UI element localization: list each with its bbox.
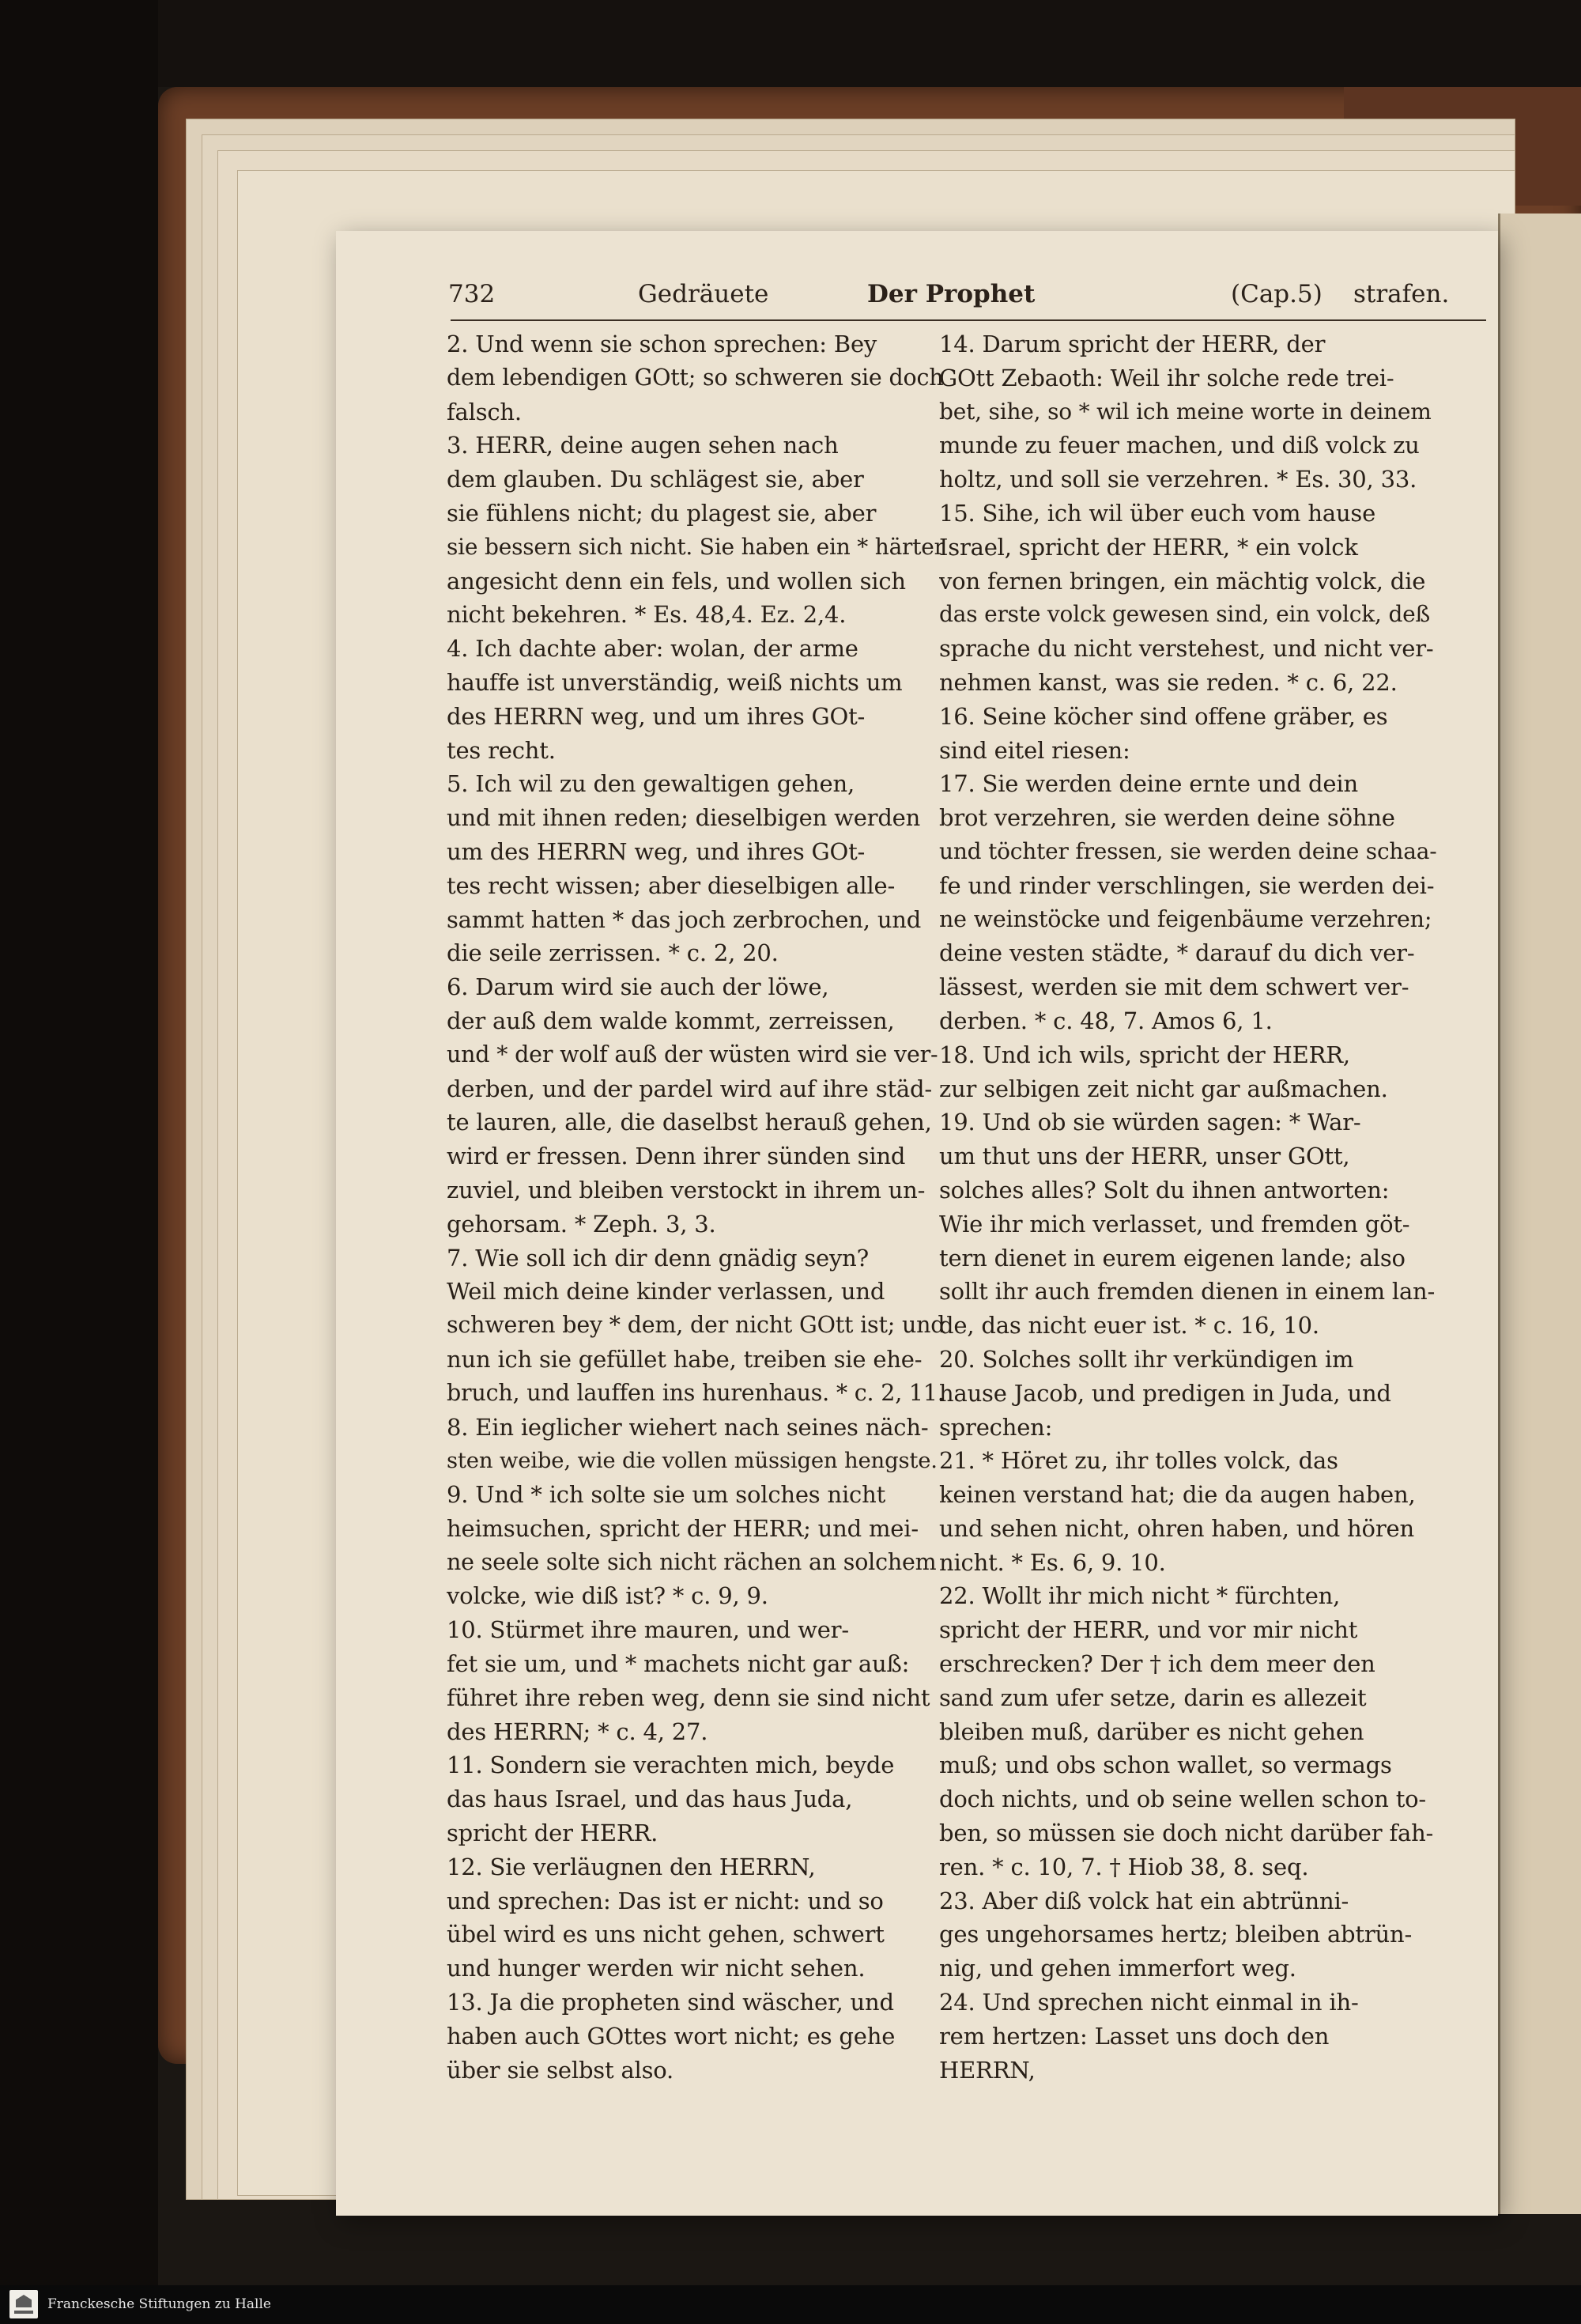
text-line: bleiben muß, darüber es nicht gehen — [939, 1717, 1364, 1745]
text-line: und hunger werden wir nicht sehen. — [447, 1955, 866, 1982]
text-line: ges ungehorsames hertz; bleiben abtrün- — [939, 1921, 1413, 1948]
text-line: 14. Darum spricht der HERR, der — [939, 331, 1326, 357]
facing-page-edge — [1498, 214, 1581, 2214]
text-line: derben, und der pardel wird auf ihre städ- — [447, 1075, 932, 1102]
text-line: munde zu feuer machen, und diß volck zu — [939, 432, 1420, 459]
text-line: tes recht. — [447, 736, 556, 764]
text-line: brot verzehren, sie werden deine söhne — [939, 804, 1395, 832]
text-line: spricht der HERR, und vor mir nicht — [939, 1616, 1358, 1644]
text-line: Wie ihr mich verlasset, und fremden göt- — [939, 1210, 1410, 1238]
text-line: 8. Ein ieglicher wiehert nach seines näch- — [447, 1413, 929, 1441]
text-line: muß; und obs schon wallet, so vermags — [939, 1752, 1392, 1779]
running-head-title: Der Prophet — [867, 280, 1036, 308]
text-line: 19. Und ob sie würden sagen: * War- — [939, 1109, 1361, 1136]
text-line: 21. * Höret zu, ihr tolles volck, das — [939, 1447, 1338, 1475]
text-line: sten weibe, wie die vollen müssigen hengste. — [447, 1448, 938, 1474]
text-line: nicht bekehren. * Es. 48,4. Ez. 2,4. — [447, 601, 847, 629]
text-line: te lauren, alle, die daselbst herauß gehen, — [447, 1109, 932, 1136]
text-line: nun ich sie gefüllet habe, treiben sie ehe- — [447, 1345, 923, 1373]
text-line: zuviel, und bleiben verstockt in ihrem un- — [447, 1176, 926, 1204]
text-line: keinen verstand hat; die da augen haben, — [939, 1481, 1416, 1509]
text-line: übel wird es uns nicht gehen, schwert — [447, 1921, 885, 1948]
text-line: das haus Israel, und das haus Juda, — [447, 1786, 853, 1813]
text-line: sollt ihr auch fremden dienen in einem lan- — [939, 1278, 1436, 1306]
running-head-left: Gedräuete — [638, 280, 769, 308]
dark-background — [0, 0, 1581, 87]
text-line: um thut uns der HERR, unser GOtt, — [939, 1143, 1350, 1170]
text-line: haben auch GOttes wort nicht; es gehe — [447, 2022, 896, 2050]
text-line: Israel, spricht der HERR, * ein volck — [939, 533, 1358, 561]
text-line: nicht. * Es. 6, 9. 10. — [939, 1548, 1166, 1576]
institution-logo-icon — [9, 2290, 38, 2318]
running-head-right: strafen. — [1353, 280, 1450, 308]
institution-name: Franckesche Stiftungen zu Halle — [47, 2296, 271, 2312]
text-line: 15. Sihe, ich wil über euch vom hause — [939, 499, 1376, 527]
text-line: über sie selbst also. — [447, 2056, 674, 2084]
text-line: 13. Ja die propheten sind wäscher, und — [447, 1989, 894, 2016]
text-line: solches alles? Solt du ihnen antworten: — [939, 1176, 1390, 1204]
text-line: 20. Solches sollt ihr verkündigen im — [939, 1345, 1354, 1373]
text-line: nig, und gehen immerfort weg. — [939, 1955, 1296, 1982]
text-line: ben, so müssen sie doch nicht darüber fah- — [939, 1820, 1434, 1847]
text-line: holtz, und soll sie verzehren. * Es. 30, 33. — [939, 466, 1417, 493]
text-line: fe und rinder verschlingen, sie werden dei- — [939, 871, 1435, 899]
text-line: ne seele solte sich nicht rächen an solchem — [447, 1548, 937, 1575]
text-line: 22. Wollt ihr mich nicht * fürchten, — [939, 1582, 1341, 1610]
text-line: sammt hatten * das joch zerbrochen, und — [447, 905, 922, 933]
running-head — [448, 280, 1492, 324]
text-line: führet ihre reben weg, denn sie sind nicht — [447, 1683, 930, 1711]
text-line: hause Jacob, und predigen in Juda, und — [939, 1379, 1391, 1407]
text-line: 18. Und ich wils, spricht der HERR, — [939, 1041, 1350, 1068]
text-line: sind eitel riesen: — [939, 736, 1130, 764]
text-line: dem glauben. Du schlägest sie, aber — [447, 466, 864, 493]
text-line: 6. Darum wird sie auch der löwe, — [447, 973, 829, 1001]
text-line: nehmen kanst, was sie reden. * c. 6, 22. — [939, 668, 1398, 696]
text-line: lässest, werden sie mit dem schwert ver- — [939, 973, 1409, 1001]
text-line: hauffe ist unverständig, weiß nichts um — [447, 668, 903, 696]
text-line: fet sie um, und * machets nicht gar auß: — [447, 1650, 910, 1678]
text-line: Weil mich deine kinder verlassen, und — [447, 1278, 885, 1306]
text-line: erschrecken? Der † ich dem meer den — [939, 1650, 1375, 1678]
text-column-left — [447, 327, 945, 2087]
text-line: heimsuchen, spricht der HERR; und mei- — [447, 1514, 919, 1542]
page-number: 732 — [448, 280, 496, 308]
text-line: tes recht wissen; aber dieselbigen alle- — [447, 871, 896, 899]
text-line: 4. Ich dachte aber: wolan, der arme — [447, 635, 858, 663]
text-line: wird er fressen. Denn ihrer sünden sind — [447, 1143, 906, 1170]
text-line: 5. Ich wil zu den gewaltigen gehen, — [447, 770, 855, 798]
text-line: und töchter fressen, sie werden deine schaa- — [939, 837, 1437, 864]
text-line: bet, sihe, so * wil ich meine worte in deinem — [939, 398, 1432, 425]
text-line: spricht der HERR. — [447, 1820, 658, 1847]
text-line: 10. Stürmet ihre mauren, und wer- — [447, 1616, 849, 1644]
text-line: und * der wolf auß der wüsten wird sie ver- — [447, 1041, 938, 1068]
text-line: derben. * c. 48, 7. Amos 6, 1. — [939, 1007, 1273, 1034]
text-line: um des HERRN weg, und ihres GOt- — [447, 837, 866, 865]
text-line: 16. Seine köcher sind offene gräber, es — [939, 702, 1388, 730]
text-line: 7. Wie soll ich dir denn gnädig seyn? — [447, 1244, 869, 1272]
chapter-marker: (Cap.5) — [1231, 280, 1323, 308]
text-line: das erste volck gewesen sind, ein volck, deß — [939, 601, 1431, 628]
footer-bar — [0, 2285, 1581, 2324]
text-line: GOtt Zebaoth: Weil ihr solche rede trei- — [939, 364, 1394, 391]
text-line: ren. * c. 10, 7. † Hiob 38, 8. seq. — [939, 1853, 1309, 1880]
text-line: deine vesten städte, * darauf du dich ver- — [939, 939, 1415, 967]
text-line: gehorsam. * Zeph. 3, 3. — [447, 1210, 716, 1238]
text-line: und mit ihnen reden; dieselbigen werden — [447, 804, 921, 832]
text-line: sie bessern sich nicht. Sie haben ein * härter — [447, 533, 945, 560]
text-line: sie fühlens nicht; du plagest sie, aber — [447, 499, 877, 527]
text-line: doch nichts, und ob seine wellen schon to- — [939, 1786, 1427, 1813]
text-line: HERRN, — [939, 2056, 1036, 2084]
text-line: und sprechen: Das ist er nicht: und so — [447, 1887, 884, 1914]
text-line: dem lebendigen GOtt; so schweren sie doch — [447, 364, 944, 391]
text-line: ne weinstöcke und feigenbäume verzehren; — [939, 905, 1432, 932]
text-line: der auß dem walde kommt, zerreissen, — [447, 1007, 895, 1034]
text-line: und sehen nicht, ohren haben, und hören — [939, 1514, 1414, 1542]
text-line: 11. Sondern sie verachten mich, beyde — [447, 1752, 895, 1779]
text-column-right — [939, 327, 1437, 2087]
dark-background-left — [0, 0, 158, 2285]
book-page — [336, 231, 1498, 2216]
text-line: schweren bey * dem, der nicht GOtt ist; und — [447, 1312, 945, 1339]
text-line: von fernen bringen, ein mächtig volck, die — [939, 567, 1426, 595]
text-line: 17. Sie werden deine ernte und dein — [939, 770, 1358, 798]
text-line: angesicht denn ein fels, und wollen sich — [447, 567, 906, 595]
text-line: 2. Und wenn sie schon sprechen: Bey — [447, 331, 877, 357]
text-line: tern dienet in eurem eigenen lande; also — [939, 1244, 1406, 1272]
text-line: zur selbigen zeit nicht gar außmachen. — [939, 1075, 1388, 1102]
text-line: 3. HERR, deine augen sehen nach — [447, 432, 839, 459]
text-line: des HERRN; * c. 4, 27. — [447, 1717, 708, 1745]
text-line: volcke, wie diß ist? * c. 9, 9. — [447, 1582, 768, 1610]
text-line: de, das nicht euer ist. * c. 16, 10. — [939, 1312, 1319, 1340]
text-line: bruch, und lauffen ins hurenhaus. * c. 2, 11. — [447, 1379, 945, 1406]
text-line: falsch. — [447, 398, 522, 425]
text-line: sand zum ufer setze, darin es allezeit — [939, 1683, 1367, 1711]
header-rule — [451, 319, 1486, 321]
text-line: sprache du nicht verstehest, und nicht ver- — [939, 635, 1434, 663]
text-line: 23. Aber diß volck hat ein abtrünni- — [939, 1887, 1349, 1914]
text-line: 12. Sie verläugnen den HERRN, — [447, 1853, 816, 1880]
text-line: rem hertzen: Lasset uns doch den — [939, 2022, 1330, 2050]
text-line: 9. Und * ich solte sie um solches nicht — [447, 1481, 886, 1509]
text-line: 24. Und sprechen nicht einmal in ih- — [939, 1989, 1359, 2016]
text-line: des HERRN weg, und um ihres GOt- — [447, 702, 866, 730]
text-line: die seile zerrissen. * c. 2, 20. — [447, 939, 779, 967]
text-line: sprechen: — [939, 1413, 1053, 1441]
